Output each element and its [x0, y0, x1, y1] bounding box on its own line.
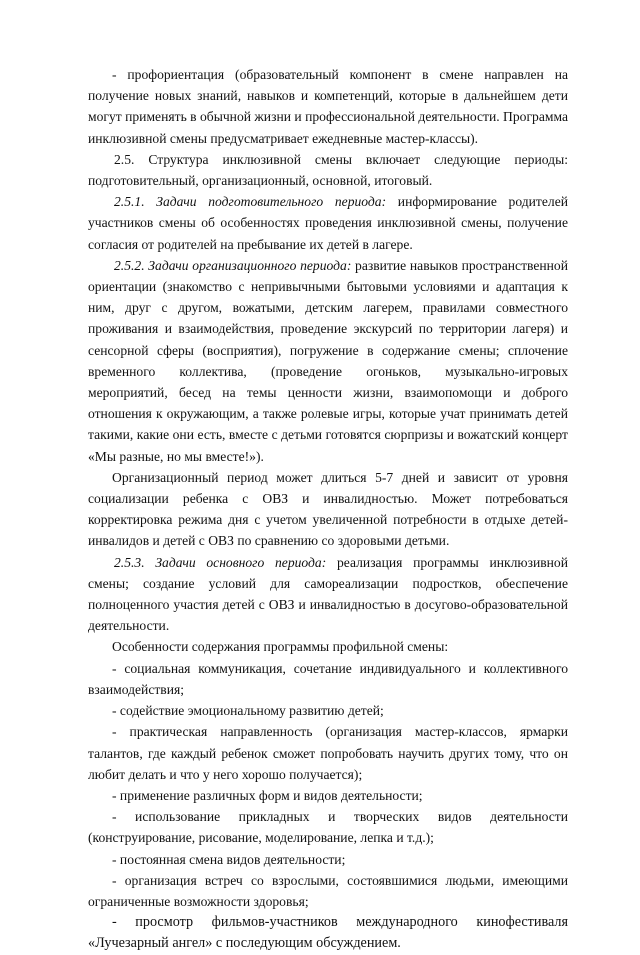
list-item-text: - применение различных форм и видов деятельности; — [112, 787, 423, 803]
section-label: 2.5.3. Задачи основного периода: — [114, 554, 327, 570]
section-label: 2.5.2. Задачи организационного периода: — [114, 257, 352, 273]
list-item-meetings — [88, 870, 568, 912]
list-item-text: - организация встреч со взрослыми, состоявшимися людьми, имеющими ограниченные возможности здоровья; — [88, 872, 568, 909]
paragraph-text: Организационный период может длиться 5-7 дней и зависит от уровня социализации ребенка с ОВЗ и инвалидностью. Может потребоваться корректировка режима дня с учетом увеличенной потребности в отдыхе детей-инвалидов и детей с ОВЗ по сравнению со здоровыми детьми. — [88, 469, 568, 549]
paragraph-period-duration — [88, 467, 568, 552]
list-item-applied-creative — [88, 806, 568, 848]
paragraph-organizational-period — [88, 255, 568, 467]
paragraph-shift-structure — [88, 149, 568, 191]
list-item-text: - практическая направленность (организация мастер-классов, ярмарки талантов, где каждый ребенок сможет попробовать научить других тому, что он любит делать и что у него хорошо получается); — [88, 724, 568, 782]
list-item-activity-change — [88, 849, 568, 870]
list-item-text: - использование прикладных и творческих видов деятельности (конструирование, рисование, моделирование, лепка и т.д.); — [88, 809, 568, 846]
paragraph-text: Особенности содержания программы профильной смены: — [112, 639, 449, 655]
paragraph-text: реализация программы инклюзивной смены; создание условий для самореализации подростков, обеспечение полноценного участия детей с ОВЗ и инвалидностью в досугово-образовательной деятельности. — [88, 554, 568, 634]
list-item-film-viewing — [88, 912, 568, 954]
list-item-practical-orientation — [88, 721, 568, 785]
list-item-text: - постоянная смена видов деятельности; — [112, 851, 346, 867]
paragraph-text: информирование родителей участников смены об особенностях проведения инклюзивной смены, получение согласия от родителей на пребывание их детей в лагере. — [88, 194, 568, 252]
paragraph-content-features — [88, 636, 568, 657]
paragraph-text: развитие навыков пространственной ориентации (знакомство с непривычными бытовыми условиями и адаптация к ним, друг с другом, вожатыми, детским лагерем, правилами совместного проживания и взаимодействия, проведение экскурсий по территории лагеря) и сенсорной сферы (восприятия), погружение в содержание смены; сплочение временного коллектива, (проведение огоньков, музыкально-игровых мероприятий, бесед на темы ценности жизни, взаимопомощи и доброго отношения к окружающим, а также ролевые игры, которые учат принимать детей такими, какие они есть, вместе с детьми готовятся сюрпризы и вожатский концерт «Мы разные, но мы вместе!»). — [88, 257, 568, 464]
paragraph-main-period — [88, 552, 568, 637]
list-item-emotional-development — [88, 700, 568, 721]
paragraph-text: 2.5. Структура инклюзивной смены включает следующие периоды: подготовительный, организационный, основной, итоговый. — [88, 151, 568, 189]
list-item-social-communication — [88, 658, 568, 700]
paragraph-career-guidance — [88, 64, 568, 149]
list-item-various-forms — [88, 785, 568, 806]
list-item-text: - просмотр фильмов-участников международного кинофестиваля «Лучезарный ангел» с последующим обсуждением. — [88, 914, 568, 952]
paragraph-preparatory-period — [88, 191, 568, 255]
list-item-text: - социальная коммуникация, сочетание индивидуального и коллективного взаимодействия; — [88, 660, 568, 697]
list-item-text: - содействие эмоциональному развитию детей; — [112, 703, 384, 719]
section-label: 2.5.1. Задачи подготовительного периода: — [114, 194, 387, 210]
document-page — [88, 64, 568, 955]
paragraph-text: - профориентация (образовательный компонент в смене направлен на получение новых знаний, навыков и компетенций, которые в дальнейшем дети могут применять в обычной жизни и профессиональной деятельности. Программа инклюзивной смены предусматривает ежедневные мастер-классы). — [88, 67, 568, 146]
